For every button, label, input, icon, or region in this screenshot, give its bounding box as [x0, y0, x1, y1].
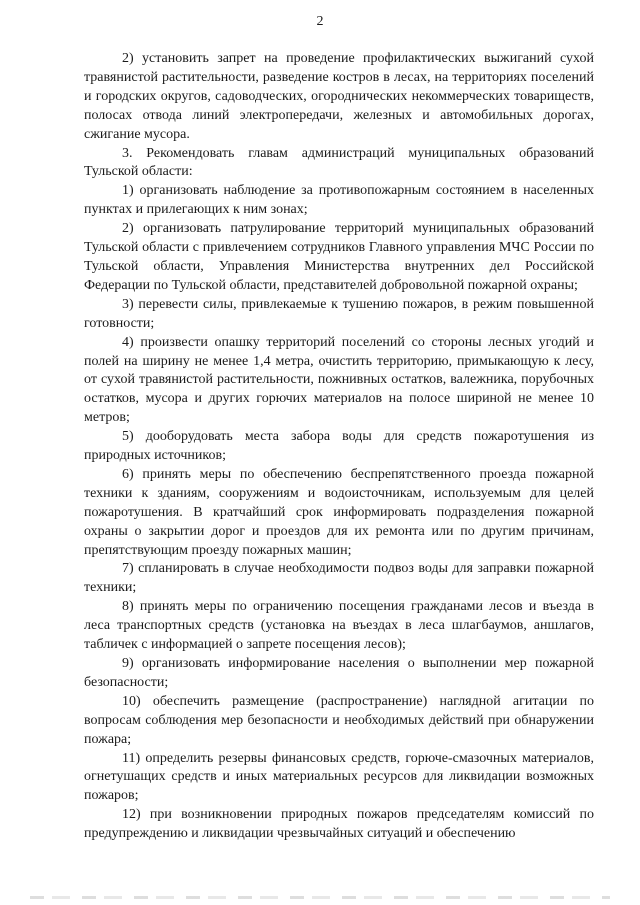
paragraph-subitem-3: 3) перевести силы, привлекаемые к тушению пожаров, в режим повышенной готовности; — [84, 296, 594, 331]
paragraph-subitem-5: 5) дооборудовать места забора воды для средств пожаротушения из природных источников; — [84, 429, 594, 464]
paragraph-subitem-7: 7) спланировать в случае необходимости подвоз воды для заправки пожарной техники; — [84, 561, 594, 596]
paragraph-subitem-2: 2) организовать патрулирование территорий муниципальных образований Тульской области с привлечением сотрудников Главного управления МЧС России по Тульской области, Управления Министерства внутренних дел Российской Федерации по Тульской области, представителей добровольной пожарной охраны; — [84, 221, 594, 293]
paragraph-subitem-6: 6) принять меры по обеспечению беспрепятственного проезда пожарной техники к зданиям, сооружениям и водоисточникам, используемым для целей пожаротушения. В кратчайший срок информировать подразделения пожарной охраны о закрытии дорог и проездов для их ремонта или по другим причинам, препятствующим проезду пожарных машин; — [84, 466, 594, 558]
paragraph-subitem-10: 10) обеспечить размещение (распространение) наглядной агитации по вопросам соблюдения мер безопасности и необходимых действий при обнаружении пожара; — [84, 693, 594, 747]
paragraph-subitem-1: 1) организовать наблюдение за противопожарным состоянием в населенных пунктах и прилегающих к ним зонах; — [84, 183, 594, 218]
paragraph-subitem-12: 12) при возникновении природных пожаров председателям комиссий по предупреждению и ликвидации чрезвычайных ситуаций и обеспечению — [84, 807, 594, 842]
paragraph-subitem-4: 4) произвести опашку территорий поселений со стороны лесных угодий и полей на ширину не менее 1,4 метра, очистить территорию, примыкающую к лесу, от сухой травянистой растительности, пожнивных остатков, валежника, порубочных остатков, мусора и других горючих материалов на полосе шириной не менее 10 метров; — [84, 334, 594, 426]
page-number: 2 — [316, 14, 324, 29]
paragraph-subitem-9: 9) организовать информирование населения о выполнении мер пожарной безопасности; — [84, 656, 594, 690]
paragraph-subitem-11: 11) определить резервы финансовых средств, горюче-смазочных материалов, огнетушащих средств и иных материальных ресурсов для ликвидации возможных пожаров; — [84, 750, 594, 804]
document-body — [84, 50, 594, 844]
paragraph-item-2-ban: 2) установить запрет на проведение профилактических выжиганий сухой травянистой растительности, разведение костров в лесах, на территориях поселений и городских округов, садоводческих, огороднических некоммерческих товариществ, полосах отвода линий электропередачи, железных и автомобильных дорогах, сжигание мусора. — [84, 51, 594, 142]
paragraph-section-3: 3. Рекомендовать главам администраций муниципальных образований Тульской области: — [84, 145, 594, 180]
scan-noise — [30, 896, 610, 899]
paragraph-subitem-8: 8) принять меры по ограничению посещения гражданами лесов и въезда в леса транспортных средств (установка на въездах в леса шлагбаумов, аншлагов, табличек с информацией о запрете посещения лесов); — [84, 599, 594, 653]
